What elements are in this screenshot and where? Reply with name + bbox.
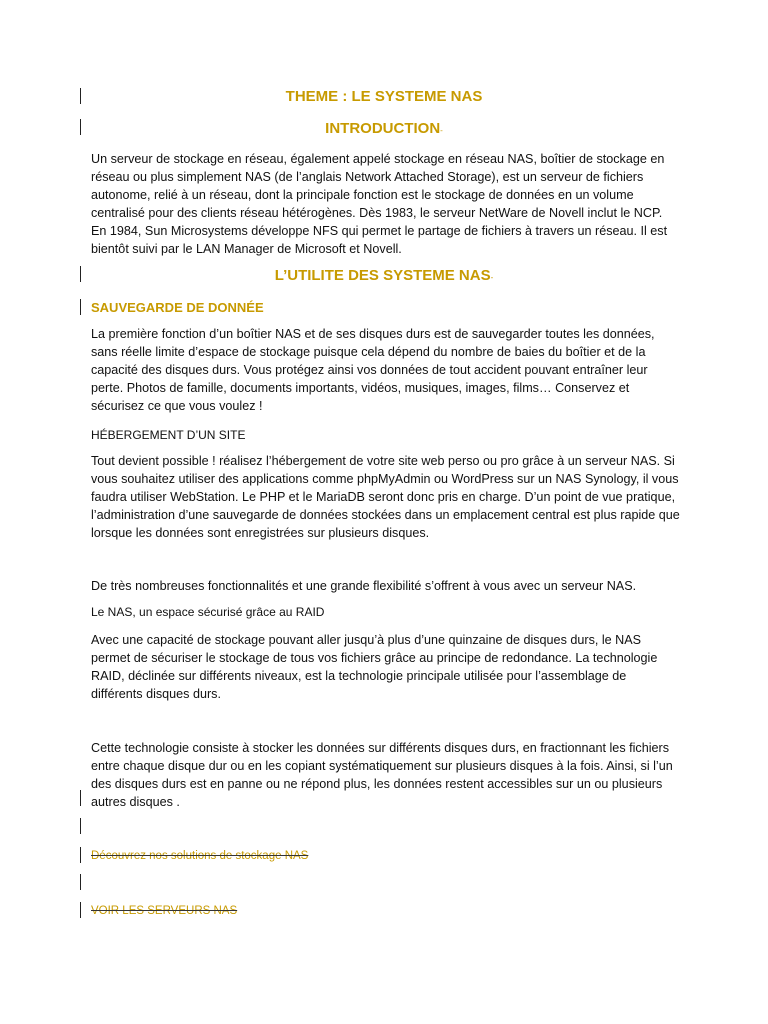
revision-bar — [80, 299, 81, 315]
hosting-paragraph: Tout devient possible ! réalisez l’hébergement de votre site web perso ou pro grâce à un serveur NAS. Si vous souhaitez utiliser des applications comme phpMyAdmin ou WordPress sur un NAS Synology, il vous faudra utiliser WebStation. Le PHP et le MariaDB seront donc pris en charge. D’un point de vue pratique, l’administration d’une sauvegarde de données stockées dans un emplacement central est plus rapide que lorsque les données sont enregistrées sur plusieurs disques. — [91, 454, 680, 540]
raid-paragraph: Avec une capacité de stockage pouvant aller jusqu’à plus d’une quinzaine de disques durs, le NAS permet de sécuriser le stockage de tous vos fichiers grâce au principe de redondance. La technologie RAID, déclinée sur différents niveaux, est la technologie principale utilisée pour l’assemblage de différents disques durs. — [91, 633, 658, 701]
intro-heading — [0, 120, 768, 140]
utility-heading — [0, 267, 768, 287]
hosting-heading: HÉBERGEMENT D’UN SITE — [91, 428, 246, 442]
revision-mark: - — [490, 273, 494, 282]
revision-bar — [80, 818, 81, 834]
features-line: De très nombreuses fonctionnalités et une grande flexibilité s’offrent à vous avec un serveur NAS. — [91, 579, 637, 593]
intro-heading-text: INTRODUCTION — [325, 120, 441, 137]
document-title: THEME : LE SYSTEME NAS — [285, 88, 483, 105]
tech-paragraph: Cette technologie consiste à stocker les données sur différents disques durs, en fractionnant les fichiers entre chaque disque dur ou en les copiant systématiquement sur plusieurs disques à la fois. Ainsi, si l’un des disques durs est en panne ou ne répond plus, les données restent accessibles sur un ou plusieurs autres disques . — [91, 741, 673, 809]
revision-bar — [80, 874, 81, 890]
revision-bar — [80, 847, 81, 863]
revision-bar — [80, 790, 81, 806]
revision-bar — [80, 902, 81, 918]
raid-heading: Le NAS, un espace sécurisé grâce au RAID — [91, 605, 325, 619]
link-solutions[interactable]: Découvrez nos solutions de stockage NAS — [91, 850, 309, 862]
utility-heading-text: L’UTILITE DES SYSTEME NAS — [274, 267, 491, 284]
revision-mark: - — [440, 126, 443, 135]
backup-heading: SAUVEGARDE DE DONNÉE — [91, 300, 264, 315]
intro-paragraph: Un serveur de stockage en réseau, également appelé stockage en réseau NAS, boîtier de stockage en réseau ou plus simplement NAS (de l’anglais Network Attached Storage), est un serveur de fichiers autonome, relié à un réseau, dont la principale fonction est le stockage de données en un volume centralisé pour des clients réseau hétérogènes. Dès 1983, le serveur NetWare de Novell inclut le NCP. En 1984, Sun Microsystems développe NFS qui permet le partage de fichiers à travers un réseau. Il est bientôt suivi par le LAN Manager de Microsoft et Novell. — [91, 152, 668, 256]
backup-paragraph: La première fonction d’un boîtier NAS et de ses disques durs est de sauvegarder toutes les données, sans réelle limite d’espace de stockage puisque cela dépend du nombre de baies du boîtier et de la capacité des disques durs. Vous protégez ainsi vos données de tout accident pouvant entraîner leur perte. Photos de famille, documents importants, vidéos, musiques, images, films… Conservez et sécurisez ce que vous voulez ! — [91, 327, 655, 413]
link-servers[interactable]: VOIR LES SERVEURS NAS — [91, 905, 238, 917]
